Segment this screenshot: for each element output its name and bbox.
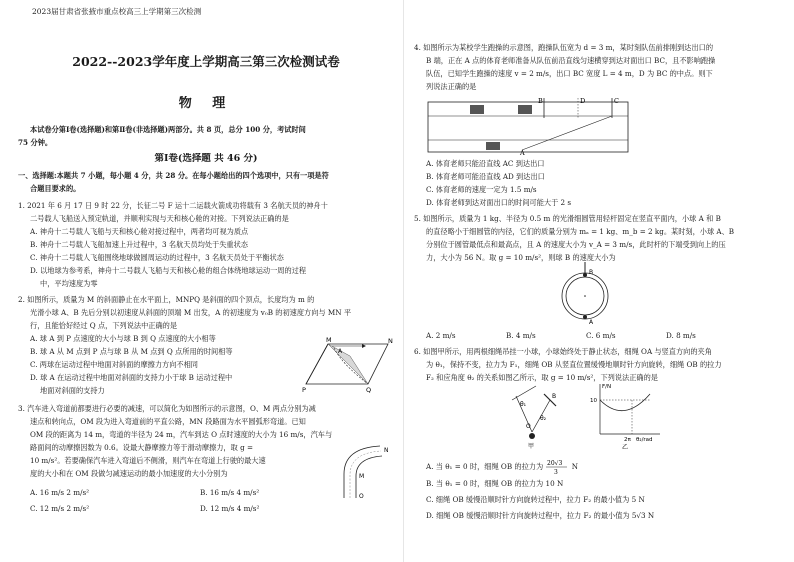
q2-option-d: D. 球 A 在运动过程中地面对斜面的支持力小于球 B 运动过程中 <box>30 373 233 382</box>
q6-fig-label: 乙 <box>622 444 629 450</box>
q5-option-b: B. 4 m/s <box>506 331 536 340</box>
q6-fig-label: F/N <box>602 384 612 390</box>
q5-line: 力，大小为 56 N。取 g = 10 m/s²，则球 B 的速度大小为 <box>426 253 616 262</box>
q4-option-c: C. 体育老师的速度一定为 1.5 m/s <box>426 185 537 194</box>
q3-option-c: C. 12 m/s 2 m/s² <box>30 504 90 513</box>
subject-title: 物 理 <box>178 96 234 111</box>
q5-line: 分别位于圆管最低点和最高点，且 A 的速度大小为 v_A = 3 m/s，此时杆的下端受到向上的压 <box>426 240 726 249</box>
q1-option-b: B. 神舟十二号载人飞船加速上升过程中，3 名航天员均处于失重状态 <box>30 240 248 249</box>
q6-option-c: C. 细绳 OB 缓慢沿顺时针方向旋转过程中，拉力 F₂ 的最小值为 5 N <box>426 495 645 504</box>
q4-line: 4. 如图所示为某校学生跑操的示意图，跑操队伍宽为 d = 3 m，某时刻队伍前排刚到达出口的 <box>414 43 714 52</box>
q6-rope-figure-jia <box>506 384 586 450</box>
q6-option-a-unit: N <box>571 462 579 471</box>
q4-fig-label: B <box>538 97 543 105</box>
q4-fig-label: C <box>614 97 619 105</box>
exam-title: 2022--2023学年度上学期高三第三次检测试卷 <box>72 54 340 69</box>
q5-option-d: D. 8 m/s <box>666 331 696 340</box>
q5-fig-label: B <box>589 269 594 276</box>
q6-option-a <box>414 459 782 475</box>
q3-fig-label: N <box>384 447 389 454</box>
q3-line: 3. 汽车进入弯道前都要进行必要的减速，可以简化为如图所示的示意图，O、M 两点分别为减 <box>18 404 316 413</box>
q1-line: 1. 2021 年 6 月 17 日 9 时 22 分，长征二号 F 运十二运载火箭成功将载有 3 名航天员的神舟十 <box>18 201 328 210</box>
q2-fig-label: Q <box>366 386 372 394</box>
q3-line: 10 m/s²。若要确保汽车进入弯道后不侧滑，则汽车在弯道上行驶的最大速 <box>30 456 266 465</box>
q1-option-a: A. 神舟十二号载人飞船与天和核心舱对接过程中，两者均可视为质点 <box>30 227 249 236</box>
q2-option-a: A. 球 A 到 P 点速度的大小与球 B 到 Q 点速度的大小相等 <box>30 334 216 343</box>
q2-fig-label: P <box>302 386 306 394</box>
q5-option-c: C. 6 m/s <box>586 331 616 340</box>
q2-line: 2. 如图所示，质量为 M 的斜面静止在水平面上，MNPQ 是斜面的四个顶点，长度均为 m 的 <box>18 295 315 304</box>
q5-option-a: A. 2 m/s <box>426 331 456 340</box>
q5-line: 的直径略小于细圆管的内径，它们的质量分别为 mₐ = 1 kg、m_b = 2 kg。某时刻，小球 A、B <box>426 227 735 236</box>
q4-line: 队伍，已知学生跑操的速度 v = 2 m/s，出口 BC 宽度 L = 4 m，D 为 BC 的中点。则下 <box>426 69 713 78</box>
column-divider <box>403 0 404 562</box>
q4-option-b: B. 体育老师可能沿直线 AD 到达出口 <box>426 172 545 181</box>
q3-line: OM 段的距离为 14 m，弯道的半径为 24 m，汽车到达 O 点时速度的大小为 16 m/s，汽车与 <box>30 430 333 439</box>
q5-tube-figure <box>554 262 616 328</box>
q5-line: 5. 如图所示，质量为 1 kg、半径为 0.5 m 的光滑细圆管用轻杆固定在竖直平面内，小球 A 和 B <box>414 214 721 223</box>
q4-option-d: D. 体育老师到达对面出口的时间可能大于 2 s <box>426 198 572 207</box>
q3-line: 路面间的动摩擦因数为 0.6。设最大静摩擦力等于滑动摩擦力，取 g = <box>30 443 253 452</box>
source-line: 2023届甘肃省张掖市重点校高三上学期第三次检测 <box>32 7 202 16</box>
q3-option-b: B. 16 m/s 4 m/s² <box>200 488 260 497</box>
q6-force-graph-yi <box>588 380 664 450</box>
q6-fig-label: B <box>552 393 557 400</box>
q2-fig-label: A <box>338 348 343 355</box>
right-column <box>414 0 782 562</box>
q2-option-d-cont: 地面对斜面的支持力 <box>40 386 105 395</box>
q1-option-d: D. 以地球为参考系，神舟十二号载人飞船与天和核心舱的组合体绕地球运动一周的过程 <box>30 266 307 275</box>
q2-option-b: B. 球 A 从 M 点到 P 点与球 B 从 M 点到 Q 点所用的时间相等 <box>30 347 233 356</box>
fraction-denominator: 3 <box>554 469 559 475</box>
q4-line: 列说法正确的是 <box>426 82 477 91</box>
section-instruction-2: 合题目要求的。 <box>30 184 81 193</box>
q1-line: 二号载人飞船送入预定轨道，并顺利实现与天和核心舱的对接。下列说法正确的是 <box>30 214 289 223</box>
q6-option-b: B. 当 θ₁ = 0 时，细绳 OB 的拉力为 10 N <box>426 479 564 488</box>
q4-line: B 端，正在 A 点的体育老师准备从队伍前沿直线匀速横穿到达对面出口 BC，且不影响跑操 <box>426 56 716 65</box>
q6-fig-label: O <box>526 423 531 430</box>
exam-note-2: 75 分钟。 <box>18 138 53 147</box>
q3-line: 度的大小和在 OM 段做匀减速运动的最小加速度的大小分别为 <box>30 469 228 478</box>
q6-fig-label: θ₁ <box>520 401 527 408</box>
q2-incline-figure <box>302 336 394 398</box>
runner-group <box>470 105 532 150</box>
left-column <box>18 0 394 562</box>
q6-line: F₂ 和应角度 θ₂ 的关系如图乙所示，取 g = 10 m/s²，下列说法正确的是 <box>426 373 658 382</box>
q1-option-d-cont: 中，平均速度为零 <box>40 279 98 288</box>
q3-option-a: A. 16 m/s 2 m/s² <box>30 488 90 497</box>
q6-option-d: D. 细绳 OB 缓慢沿顺时针方向旋转过程中，拉力 F₂ 的最小值为 5√3 N <box>426 511 655 520</box>
q4-fig-label: A <box>520 149 525 156</box>
q2-line: 光滑小球 A、B 先后分别以初速度从斜面的顶端 M 出发，A 的初速度为 v₀B 的初速度方向与 MN 平 <box>30 308 352 317</box>
q6-option-a-prefix: A. 当 θ₁ = 0 时，细绳 OB 的拉力为 <box>426 462 544 471</box>
q4-court-figure <box>426 96 632 156</box>
exam-note-1: 本试卷分第Ⅰ卷(选择题)和第Ⅱ卷(非选择题)两部分。共 8 页，总分 100 分，考试时间 <box>30 125 306 134</box>
q3-fig-label: O <box>359 493 364 500</box>
q2-line: 行，且能恰好经过 Q 点，下列说法中正确的是 <box>30 321 178 330</box>
q6-fig-label: 2π <box>624 437 631 443</box>
q6-line: 6. 如图甲所示，用两根细绳吊挂一小球，小球始终处于静止状态，细绳 OA 与竖直方向的夹角 <box>414 347 712 356</box>
q3-road-figure <box>340 440 392 502</box>
q3-line: 速点和转向点，OM 段为进入弯道前的平直公路，MN 段路面为水平圆弧形弯道。已知 <box>30 417 306 426</box>
section-instruction-1: 一、选择题:本题共 7 小题，每小题 4 分，共 28 分。在每小题给出的四个选项中，只有一项是符 <box>18 171 329 180</box>
q5-fig-label: A <box>589 319 594 326</box>
q3-option-d: D. 12 m/s 4 m/s² <box>200 504 260 513</box>
q2-fig-label: N <box>388 337 393 345</box>
fraction-numerator: 20√3 <box>547 460 563 467</box>
q4-option-a: A. 体育老师只能沿直线 AC 到达出口 <box>426 159 545 168</box>
q1-option-c: C. 神舟十二号载人飞船围绕地球做圆周运动的过程中，3 名航天员处于平衡状态 <box>30 253 284 262</box>
q6-option-a-fraction <box>545 459 569 475</box>
q6-fig-label: 10 <box>590 398 597 404</box>
q2-fig-label: M <box>326 336 332 344</box>
q3-fig-label: M <box>359 473 365 480</box>
q2-option-c: C. 两球在运动过程中地面对斜面的摩擦力方向不相同 <box>30 360 198 369</box>
q6-fig-label: 甲 <box>528 443 535 450</box>
q6-line: 为 θ₁，保持不变，拉力为 F₁，细绳 OB 从竖直位置缓慢地顺时针方向旋转，细绳 OB 的拉力 <box>426 360 722 369</box>
q4-fig-label: D <box>580 97 586 105</box>
q6-fig-label: θ₂ <box>540 415 547 422</box>
q6-fig-label: θ₂/rad <box>636 437 653 443</box>
part1-title: 第Ⅰ卷(选择题 共 46 分) <box>154 153 258 164</box>
